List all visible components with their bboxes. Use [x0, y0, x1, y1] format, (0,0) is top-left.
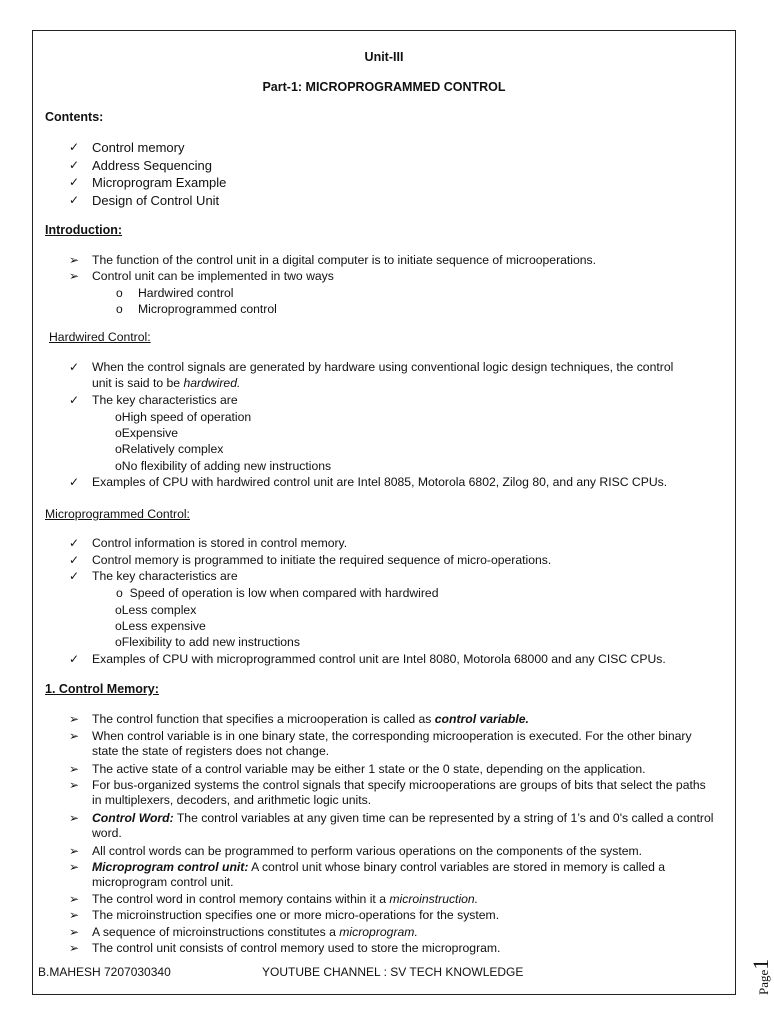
footer-channel: YOUTUBE CHANNEL : SV TECH KNOWLEDGE — [262, 965, 524, 979]
microprogrammed-heading: Microprogrammed Control: — [45, 507, 190, 521]
control-variable-term: control variable. — [434, 712, 529, 726]
page-number: 1 — [748, 958, 773, 970]
micro-char: oFlexibility to add new instructions — [115, 635, 300, 649]
check-icon: ✓ — [69, 360, 80, 374]
check-icon: ✓ — [69, 536, 80, 550]
check-icon: ✓ — [69, 569, 80, 583]
control-memory-point: Control Word: The control variables at any given time can be represented by a string of 1’s and 0's called a control word. — [92, 811, 714, 840]
arrow-bullet-icon: ➢ — [69, 811, 80, 825]
arrow-bullet-icon: ➢ — [69, 729, 80, 743]
arrow-bullet-icon: ➢ — [69, 778, 80, 792]
check-icon: ✓ — [69, 158, 80, 172]
arrow-bullet-icon: ➢ — [69, 941, 80, 955]
arrow-bullet-icon: ➢ — [69, 892, 80, 906]
microprogram-control-unit-term: Microprogram control unit: — [92, 860, 249, 874]
arrow-bullet-icon: ➢ — [69, 860, 80, 874]
hardwired-emphasis: hardwired. — [183, 376, 241, 390]
contents-item: Microprogram Example — [92, 175, 227, 190]
control-memory-point: The control word in control memory contains within it a microinstruction. — [92, 892, 479, 906]
arrow-bullet-icon: ➢ — [69, 925, 80, 939]
micro-char: o Speed of operation is low when compared with hardwired — [116, 586, 439, 600]
check-icon: ✓ — [69, 553, 80, 567]
control-memory-point: The microinstruction specifies one or more micro-operations for the system. — [92, 908, 500, 922]
control-word-term: Control Word: — [92, 811, 174, 825]
intro-point: The function of the control unit in a digital computer is to initiate sequence of microoperations. — [92, 253, 597, 267]
control-memory-point: The control unit consists of control memory used to store the microprogram. — [92, 941, 501, 955]
intro-point: Control unit can be implemented in two ways — [92, 269, 334, 283]
control-memory-point: For bus-organized systems the control signals that specify microoperations are groups of bits that select the paths in multiplexers, decoders, and arithmetic logic units. — [92, 778, 706, 807]
footer-author: B.MAHESH 7207030340 — [38, 965, 171, 979]
contents-item: Control memory — [92, 140, 185, 155]
hardwired-char: oHigh speed of operation — [115, 410, 252, 424]
circle-bullet-icon: o — [116, 286, 123, 300]
check-icon: ✓ — [69, 393, 80, 407]
arrow-bullet-icon: ➢ — [69, 253, 80, 267]
arrow-bullet-icon: ➢ — [69, 908, 80, 922]
control-memory-point: When control variable is in one binary state, the corresponding microoperation is executed. For the other binary state the state of registers does not change. — [92, 729, 692, 758]
micro-char: oLess expensive — [115, 619, 206, 633]
control-memory-point: The active state of a control variable may be either 1 state or the 0 state, depending on the application. — [92, 762, 646, 776]
part-title: Part-1: MICROPROGRAMMED CONTROL — [262, 80, 506, 94]
hardwired-char: oNo flexibility of adding new instructions — [115, 459, 332, 473]
circle-bullet-icon: o — [116, 302, 123, 316]
check-icon: ✓ — [69, 193, 80, 207]
hardwired-char: oRelatively complex — [115, 442, 224, 456]
contents-item: Design of Control Unit — [92, 193, 220, 208]
arrow-bullet-icon: ➢ — [69, 844, 80, 858]
control-memory-point: Microprogram control unit: A control unit whose binary control variables are stored in memory is called a microprogram control unit. — [92, 860, 666, 889]
check-icon: ✓ — [69, 475, 80, 489]
arrow-bullet-icon: ➢ — [69, 269, 80, 283]
control-memory-point: The control function that specifies a microoperation is called as control variable. — [92, 712, 529, 726]
page-number-label: Page1 — [748, 958, 773, 995]
introduction-heading: Introduction: — [45, 223, 123, 237]
micro-point: The key characteristics are — [92, 569, 238, 583]
hardwired-point-line1: When the control signals are generated by hardware using conventional logic design techniques, the control — [92, 360, 674, 374]
arrow-bullet-icon: ➢ — [69, 712, 80, 726]
intro-way: Hardwired control — [138, 286, 234, 300]
arrow-bullet-icon: ➢ — [69, 762, 80, 776]
hardwired-point: Examples of CPU with hardwired control unit are Intel 8085, Motorola 6802, Zilog 80, and any RISC CPUs. — [92, 475, 668, 489]
micro-char: oLess complex — [115, 603, 197, 617]
check-icon: ✓ — [69, 175, 80, 189]
control-memory-heading: 1. Control Memory: — [45, 682, 159, 696]
control-memory-point: All control words can be programmed to perform various operations on the components of the system. — [92, 844, 643, 858]
micro-point: Examples of CPU with microprogrammed control unit are Intel 8080, Motorola 68000 and any CISC CPUs. — [92, 652, 666, 666]
hardwired-char: oExpensive — [115, 426, 179, 440]
check-icon: ✓ — [69, 652, 80, 666]
contents-heading: Contents: — [45, 110, 104, 124]
micro-point: Control memory is programmed to initiate the required sequence of micro-operations. — [92, 553, 552, 567]
hardwired-point-line2: unit is said to be hardwired. — [92, 376, 241, 390]
intro-way: Microprogrammed control — [138, 302, 277, 316]
unit-title: Unit-III — [364, 50, 404, 64]
contents-item: Address Sequencing — [92, 158, 212, 173]
micro-point: Control information is stored in control memory. — [92, 536, 348, 550]
hardwired-heading: Hardwired Control: — [49, 330, 151, 344]
hardwired-point: The key characteristics are — [92, 393, 238, 407]
control-memory-point: A sequence of microinstructions constitutes a microprogram. — [92, 925, 418, 939]
check-icon: ✓ — [69, 140, 80, 154]
microinstruction-term: microinstruction. — [389, 892, 479, 906]
microprogram-term: microprogram. — [339, 925, 418, 939]
